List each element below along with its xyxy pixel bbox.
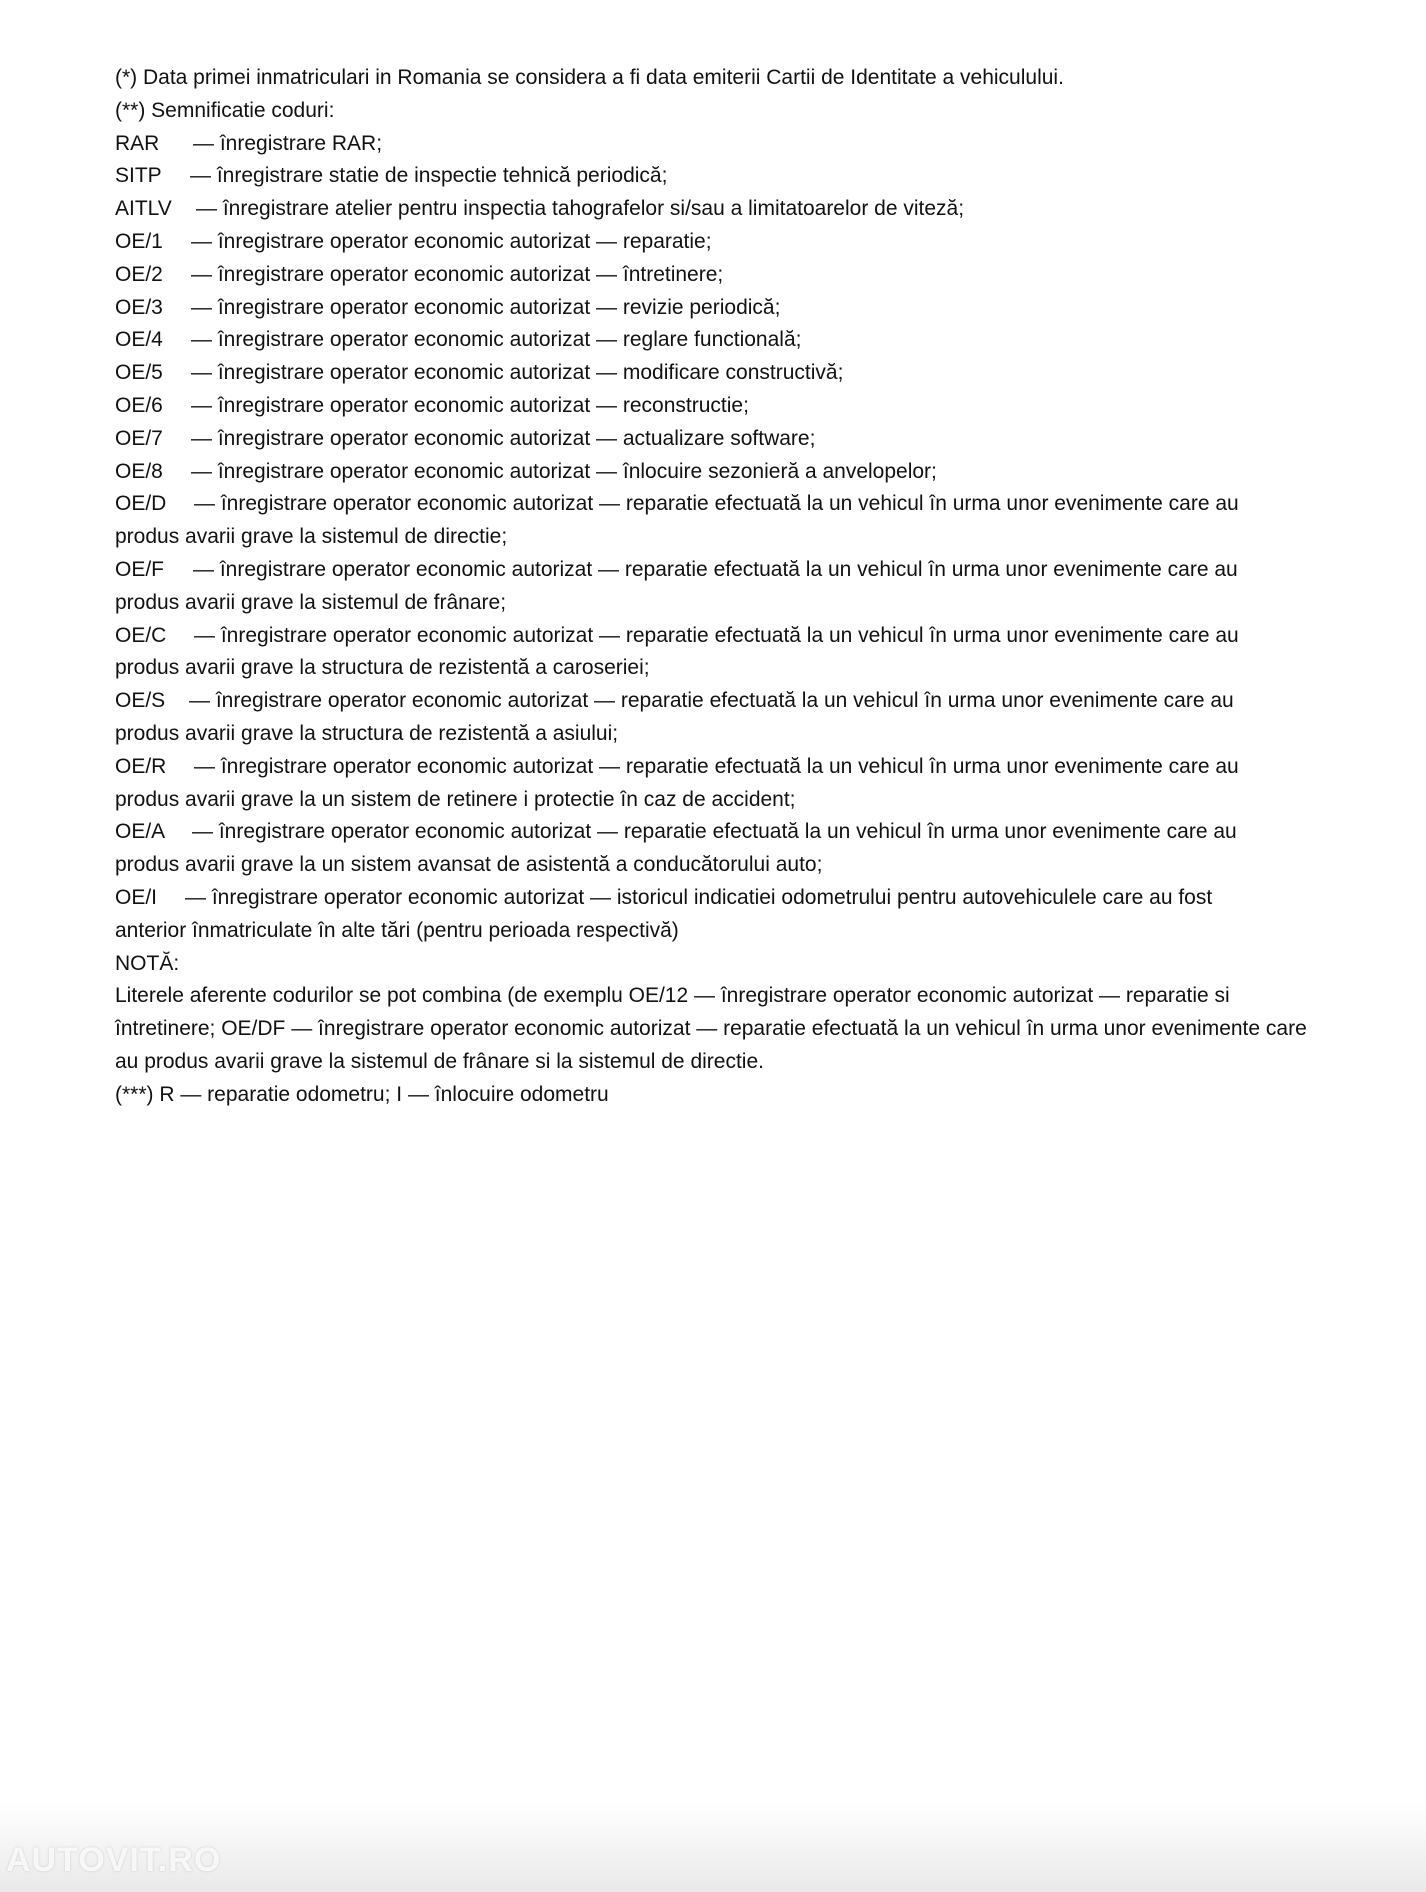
code-row-continuation: produs avarii grave la un sistem avansat de asistentă a conducătorului auto;	[115, 853, 823, 877]
code-label: RAR	[115, 131, 160, 155]
code-description: — înregistrare operator economic autorizat — reparatie efectuată la un vehicul în urma unor evenimente care au	[189, 689, 1234, 713]
code-description: — înregistrare operator economic autorizat — reparatie efectuată la un vehicul în urma unor evenimente care au	[193, 557, 1238, 581]
code-row	[115, 259, 1330, 292]
code-label: OE/4	[115, 328, 163, 352]
code-row-continuation: anterior înmatriculate în alte tări (pentru perioada respectivă)	[115, 918, 679, 942]
watermark-logo: AUTOVIT.RO	[6, 1841, 222, 1879]
code-row	[115, 292, 1330, 325]
code-row	[115, 816, 1330, 849]
code-row	[115, 882, 1330, 915]
code-label: OE/F	[115, 557, 165, 581]
code-row	[115, 160, 1330, 193]
code-label: OE/R	[115, 754, 167, 778]
code-row-continuation: produs avarii grave la sistemul de frânare;	[115, 590, 507, 614]
code-description: — înregistrare operator economic autorizat — revizie periodică;	[191, 295, 781, 319]
code-row	[115, 390, 1330, 423]
code-row-continuation: produs avarii grave la sistemul de directie;	[115, 525, 508, 549]
first-registration-note: (*) Data primei inmatriculari in Romania se considera a fi data emiterii Cartii de Identitate a vehiculului.	[115, 66, 1064, 89]
code-row	[115, 357, 1330, 390]
code-row	[115, 226, 1330, 259]
code-row	[115, 488, 1330, 521]
code-row-continuation: produs avarii grave la un sistem de retinere i protectie în caz de accident;	[115, 787, 796, 811]
code-description: — înregistrare operator economic autorizat — reparatie efectuată la un vehicul în urma unor evenimente care au	[194, 492, 1239, 516]
code-label: AITLV	[115, 197, 172, 221]
code-row-continuation: produs avarii grave la structura de rezistentă a caroseriei;	[115, 656, 650, 680]
code-row-continuation: produs avarii grave la structura de rezistentă a asiului;	[115, 721, 619, 745]
odometer-note: (***) R — reparatie odometru; I — înlocuire odometru	[115, 1082, 609, 1106]
code-description: — înregistrare operator economic autorizat — reparatie efectuată la un vehicul în urma unor evenimente care au	[194, 754, 1239, 778]
code-row	[115, 554, 1330, 587]
code-description: — înregistrare operator economic autorizat — istoricul indicatiei odometrului pentru autovehiculele care au fost	[185, 885, 1213, 909]
footer-band	[0, 1802, 1426, 1892]
code-description: — înregistrare operator economic autorizat — reglare functională;	[191, 328, 802, 352]
code-label: OE/C	[115, 623, 167, 647]
code-label: OE/1	[115, 229, 163, 253]
code-label: OE/7	[115, 426, 163, 450]
code-description: — înregistrare operator economic autorizat — înlocuire sezonieră a anvelopelor;	[191, 459, 937, 483]
code-description: — înregistrare operator economic autorizat — întretinere;	[191, 262, 724, 286]
code-label: OE/2	[115, 262, 163, 286]
code-label: OE/D	[115, 492, 167, 516]
document-body	[115, 62, 1330, 1112]
code-label: OE/6	[115, 393, 163, 417]
code-row	[115, 456, 1330, 489]
code-description: — înregistrare RAR;	[193, 131, 383, 155]
code-label: OE/A	[115, 820, 166, 844]
code-label: OE/5	[115, 361, 163, 385]
code-description: — înregistrare atelier pentru inspectia tahografelor si/sau a limitatoarelor de viteză;	[196, 197, 965, 221]
code-description: — înregistrare operator economic autorizat — reparatie efectuată la un vehicul în urma unor evenimente care au	[192, 820, 1237, 844]
code-label: OE/3	[115, 295, 163, 319]
code-description: — înregistrare operator economic autorizat — reparatie efectuată la un vehicul în urma unor evenimente care au	[194, 623, 1239, 647]
code-row	[115, 620, 1330, 653]
code-label: OE/S	[115, 689, 166, 713]
codes-heading: (**) Semnificatie coduri:	[115, 98, 335, 122]
code-row	[115, 324, 1330, 357]
nota-heading: NOTĂ:	[115, 951, 180, 975]
code-row	[115, 423, 1330, 456]
code-description: — înregistrare operator economic autorizat — actualizare software;	[191, 426, 816, 450]
code-label: OE/I	[115, 885, 158, 909]
code-label: OE/8	[115, 459, 163, 483]
code-description: — înregistrare statie de inspectie tehnică periodică;	[190, 164, 668, 188]
code-row	[115, 685, 1330, 718]
code-label: SITP	[115, 164, 162, 188]
code-row	[115, 128, 1330, 161]
code-description: — înregistrare operator economic autorizat — reparatie;	[191, 229, 712, 253]
nota-paragraph: Literele aferente codurilor se pot combina (de exemplu OE/12 — înregistrare operator economic autorizat — reparatie si întretinere; OE/DF — înregistrare operator economic autorizat — reparatie efectuată la un vehicul în urma unor evenimente care au produs avarii grave la sistemul de frânare si la sistemul de directie.	[115, 984, 1307, 1073]
code-description: — înregistrare operator economic autorizat — reconstructie;	[191, 393, 749, 417]
code-row	[115, 751, 1330, 784]
code-row	[115, 193, 1330, 226]
code-description: — înregistrare operator economic autorizat — modificare constructivă;	[191, 361, 844, 385]
